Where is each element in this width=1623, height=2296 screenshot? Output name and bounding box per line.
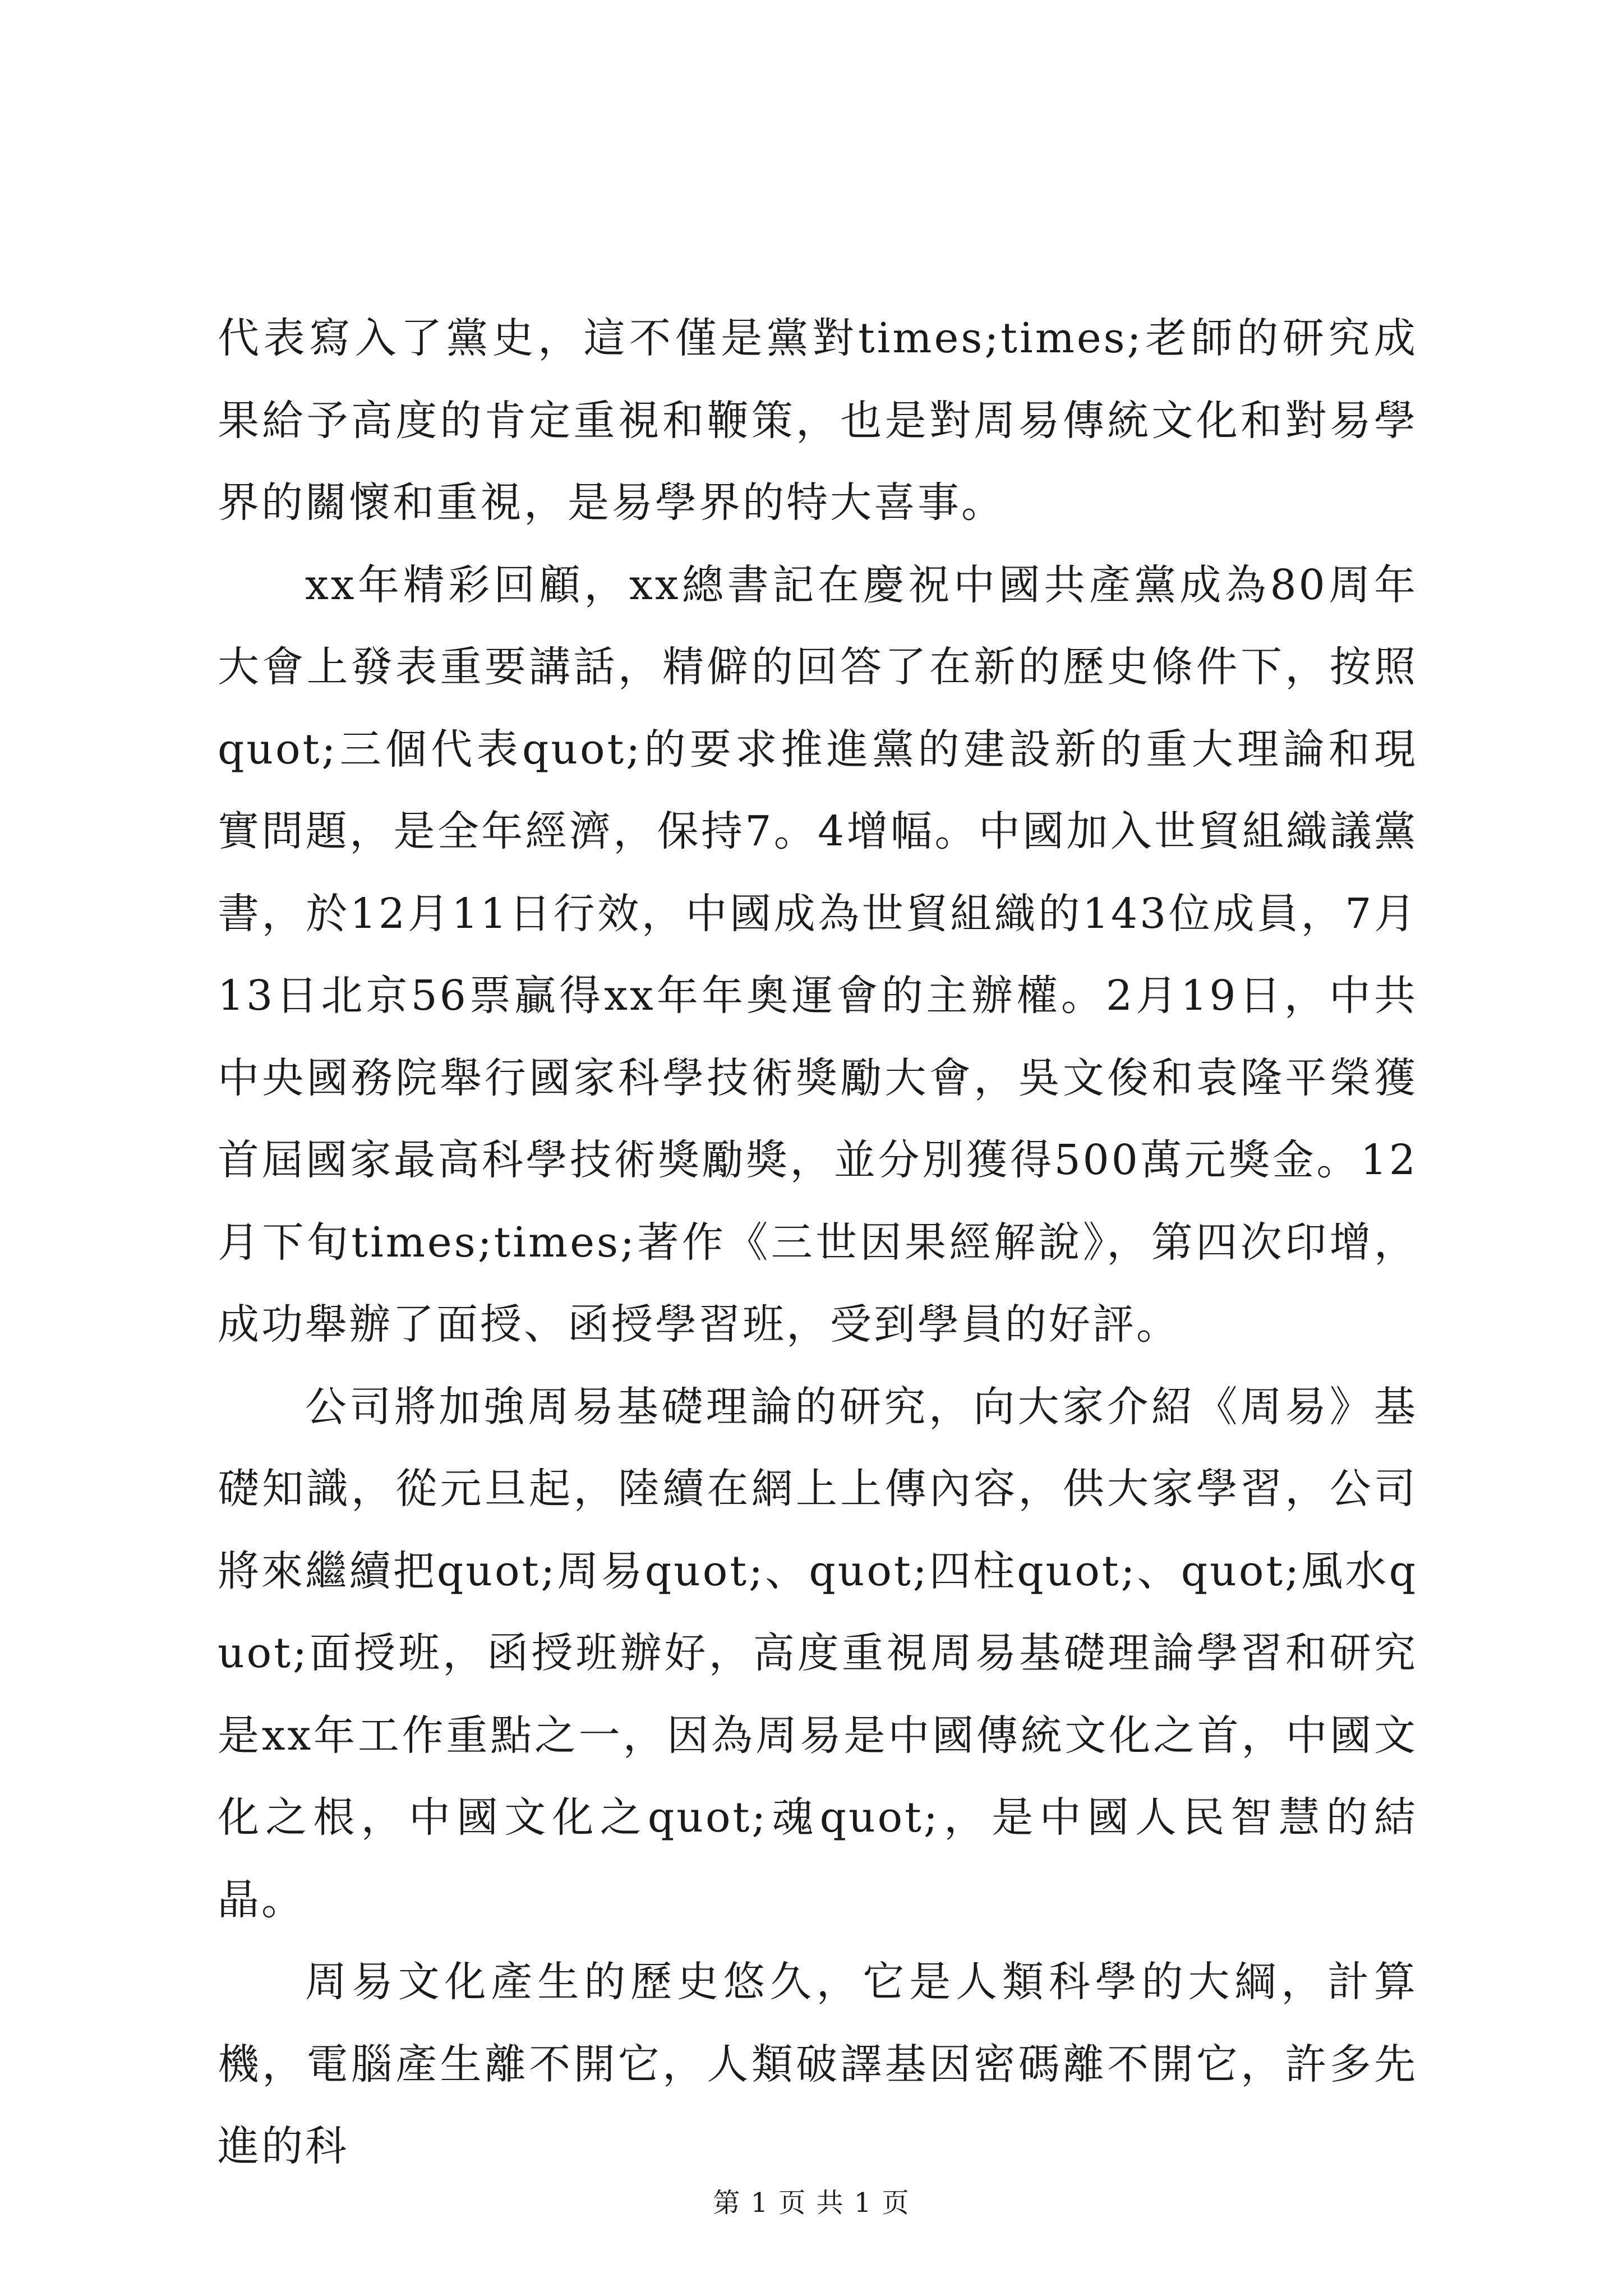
- paragraph-2: xx年精彩回顧，xx總書記在慶祝中國共產黨成為80周年大會上發表重要講話，精僻的回答了在新的歷史條件下，按照quot;三個代表quot;的要求推進黨的建設新的重大理論和現實問題，是全年經濟，保持7。4增幅。中國加入世貿組織議黨書，於12月11日行效，中國成為世貿組織的143位成員，7月13日北京56票贏得xx年年奧運會的主辦權。2月19日，中共中央國務院舉行國家科學技術獎勵大會，吳文俊和袁隆平榮獲首屆國家最高科學技術獎勵獎，並分別獲得500萬元獎金。12月下旬times;times;著作《三世因果經解說》，第四次印增，成功舉辦了面授、函授學習班，受到學員的好評。: [218, 560, 1418, 1349]
- paragraph-1: 代表寫入了黨史，這不僅是黨對times;times;老師的研究成果給予高度的肯定重視和鞭策，也是對周易傳統文化和對易學界的關懷和重視，是易學界的特大喜事。: [218, 314, 1418, 527]
- paragraph-4: 周易文化產生的歷史悠久，它是人類科學的大綱，計算機，電腦產生離不開它，人類破譯基因密碼離不開它，許多先進的科: [218, 1958, 1418, 2170]
- document-body: [218, 297, 1418, 2188]
- paragraph-3: 公司將加強周易基礎理論的研究，向大家介紹《周易》基礎知識，從元旦起，陸續在網上上傳內容，供大家學習，公司將來繼續把quot;周易quot;、quot;四柱quot;、quot;風水quot;面授班，函授班辦好，高度重視周易基礎理論學習和研究是xx年工作重點之一，因為周易是中國傳統文化之首，中國文化之根，中國文化之quot;魂quot;，是中國人民智慧的結晶。: [218, 1382, 1418, 1924]
- page-footer: 第 1 页 共 1 页: [713, 2187, 910, 2219]
